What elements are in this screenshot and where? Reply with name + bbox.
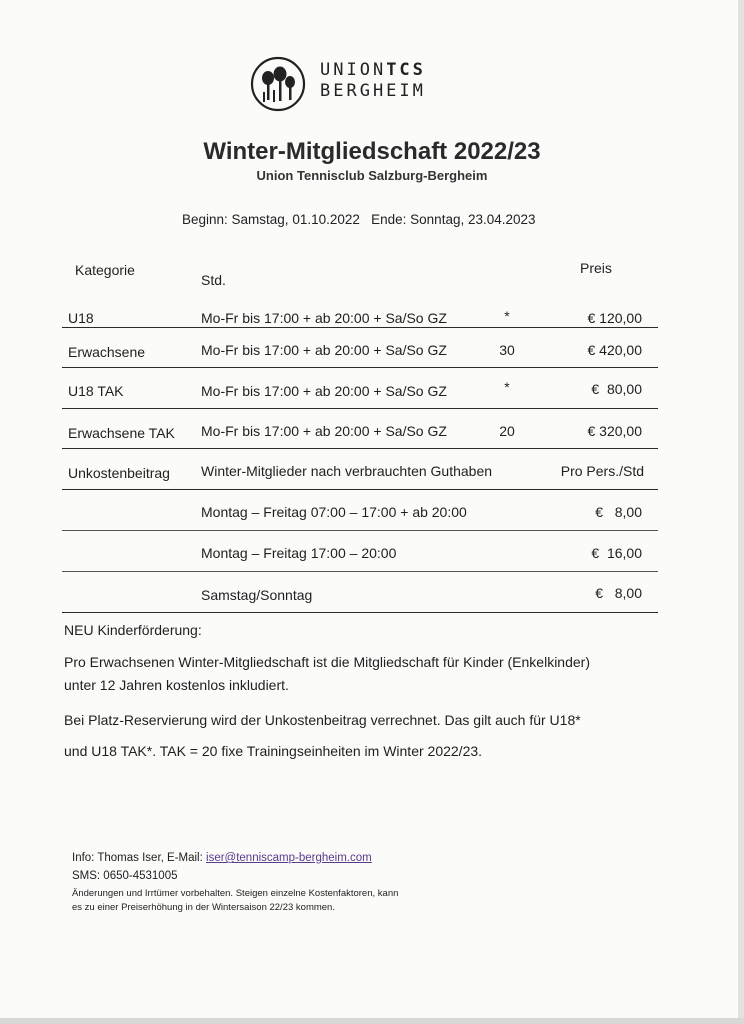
row-zeit: Mo-Fr bis 17:00 + ab 20:00 + Sa/So GZ xyxy=(201,383,447,399)
document-title: Winter-Mitgliedschaft 2022/23 xyxy=(203,138,541,165)
table-row xyxy=(62,328,658,368)
row-zeit: Mo-Fr bis 17:00 + ab 20:00 + Sa/So GZ xyxy=(201,423,447,439)
notes-p1-line2: unter 12 Jahren kostenlos inkludiert. xyxy=(64,677,289,693)
row-divider xyxy=(62,489,658,490)
disclaimer-line-1: Änderungen und Irrtümer vorbehalten. Steigen einzelne Kostenfaktoren, kann xyxy=(72,888,399,899)
notes-paragraph-2: Bei Platz-Reservierung wird der Unkostenbeitrag verrechnet. Das gilt auch für U18* xyxy=(64,712,581,728)
page-bottom-edge xyxy=(0,1018,744,1024)
document-subtitle: Union Tennisclub Salzburg-Bergheim xyxy=(256,168,488,183)
row-zeit: Mo-Fr bis 17:00 + ab 20:00 + Sa/So GZ xyxy=(201,342,447,358)
row-preis: € 8,00 xyxy=(595,585,642,601)
disclaimer-line-2: es zu einer Preiserhöhung in der Wintersaison 22/23 kommen. xyxy=(72,902,335,913)
row-kategorie: U18 xyxy=(68,310,94,326)
row-divider xyxy=(62,367,658,368)
contact-email-link[interactable]: iser@tenniscamp-bergheim.com xyxy=(206,852,372,864)
table-row xyxy=(62,369,658,409)
table-row xyxy=(62,288,658,328)
contact-prefix: Info: Thomas Iser, E-Mail: xyxy=(72,852,207,864)
row-preis: € 120,00 xyxy=(587,310,642,326)
logo-tcs: TCS xyxy=(386,60,426,80)
tennis-racket-logo-icon xyxy=(248,56,308,112)
row-zeit: Mo-Fr bis 17:00 + ab 20:00 + Sa/So GZ xyxy=(201,310,447,326)
row-kategorie: Unkostenbeitrag xyxy=(68,465,170,481)
row-preis: € 420,00 xyxy=(587,342,642,358)
row-preis: € 8,00 xyxy=(595,504,642,520)
row-zeit: Winter-Mitglieder nach verbrauchten Guthaben xyxy=(201,463,493,479)
row-std: 20 xyxy=(499,423,515,439)
table-row xyxy=(62,450,658,490)
header-std: Std. xyxy=(201,272,226,288)
notes-paragraph-3: und U18 TAK*. TAK = 20 fixe Trainingseinheiten im Winter 2022/23. xyxy=(64,743,483,759)
row-kategorie: Erwachsene xyxy=(68,344,146,360)
header-kategorie: Kategorie xyxy=(75,262,135,278)
row-zeit: Montag – Freitag 17:00 – 20:00 xyxy=(201,545,397,561)
row-std: 30 xyxy=(499,342,515,358)
row-preis: € 320,00 xyxy=(587,423,642,439)
table-row xyxy=(62,532,658,572)
row-preis: € 80,00 xyxy=(591,381,642,397)
notes-paragraph-1 xyxy=(64,651,664,697)
row-zeit: Montag – Freitag 07:00 – 17:00 + ab 20:00 xyxy=(201,504,467,520)
row-std: * xyxy=(504,308,510,324)
row-preis: Pro Pers./Std xyxy=(560,463,644,479)
row-divider xyxy=(62,571,658,572)
season-period: Beginn: Samstag, 01.10.2022 Ende: Sonntag, 23.04.2023 xyxy=(182,212,536,227)
contact-sms: SMS: 0650-4531005 xyxy=(72,870,178,882)
row-kategorie: U18 TAK xyxy=(68,383,124,399)
header-preis: Preis xyxy=(580,260,612,276)
notes-p1-line1: Pro Erwachsenen Winter-Mitgliedschaft ist die Mitgliedschaft für Kinder (Enkelkinder) xyxy=(64,654,590,670)
table-row xyxy=(62,573,658,613)
row-std: * xyxy=(504,379,510,395)
row-preis: € 16,00 xyxy=(591,545,642,561)
row-divider xyxy=(62,530,658,531)
club-logo xyxy=(248,56,448,112)
notes-heading: NEU Kinderförderung: xyxy=(64,622,202,638)
disclaimer xyxy=(72,887,472,915)
row-divider xyxy=(62,612,658,613)
logo-union: UNION xyxy=(320,60,387,80)
table-row xyxy=(62,409,658,449)
logo-bergheim: BERGHEIM xyxy=(320,81,426,101)
logo-wordmark xyxy=(320,60,426,102)
contact-info xyxy=(72,852,372,864)
row-zeit: Samstag/Sonntag xyxy=(201,587,313,603)
row-kategorie: Erwachsene TAK xyxy=(68,425,175,441)
table-row xyxy=(62,491,658,531)
row-divider xyxy=(62,448,658,449)
